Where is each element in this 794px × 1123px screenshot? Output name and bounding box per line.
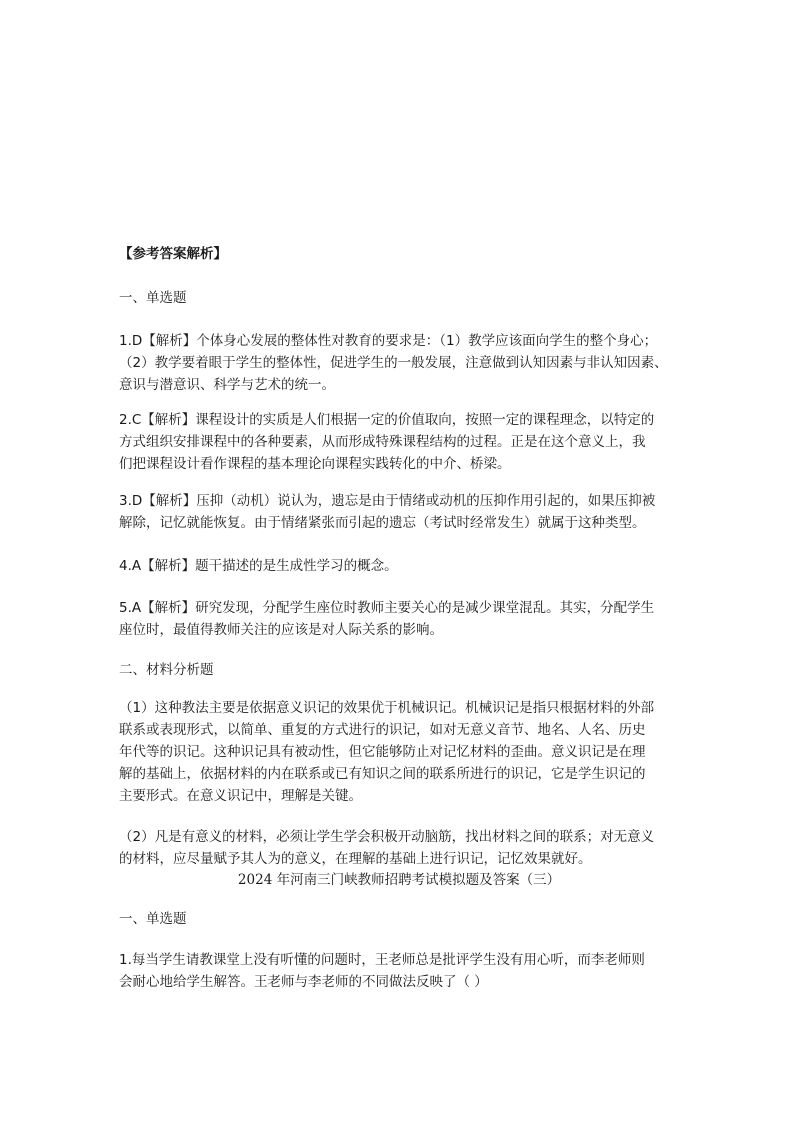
answer-q2 [119,409,679,475]
part2-heading: 二、材料分析题 [119,662,214,678]
answer-q5-line: 座位时，最值得教师关注的应该是对人际关系的影响。 [119,622,443,638]
answer-q2-line: 们把课程设计看作课程的基本理论向课程实践转化的中介、桥梁。 [119,456,511,472]
answer-q1-line: 1.D【解析】个体身心发展的整体性对教育的要求是：（1）教学应该面向学生的整个身心； [119,333,658,349]
answer-q1-line: 意识与潜意识、科学与艺术的统一。 [119,377,335,393]
answer-q3-line: 3.D【解析】压抑（动机）说认为，遗忘是由于情绪或动机的压抑作用引起的，如果压抑被 [119,493,656,509]
answer-q2-line: 方式组织安排课程中的各种要素，从而形成特殊课程结构的过程。正是在这个意义上，我 [119,434,646,450]
answer-q5-line: 5.A【解析】研究发现，分配学生座位时教师主要关心的是减少课堂混乱。其实，分配学生 [119,600,655,616]
answer-section-title: 【参考答案解析】 [119,246,227,262]
material-answer-1-line: 主要形式。在意义识记中，理解是关键。 [119,788,362,804]
next-exam-q1 [119,949,679,993]
next-exam-q1-line: 会耐心地给学生解答。王老师与李老师的不同做法反映了（ ） [119,974,488,990]
answer-q3 [119,490,679,534]
material-answer-2-line: （2）凡是有意义的材料，必须让学生学会积极开动脑筋，找出材料之间的联系；对无意义 [119,829,655,845]
material-answer-2 [119,826,679,870]
answer-q5 [119,597,679,641]
answer-q1 [119,330,679,396]
next-exam-title: 2024 年河南三门峡教师招聘考试模拟题及答案（三） [237,872,561,888]
answer-q2-line: 2.C【解析】课程设计的实质是人们根据一定的价值取向，按照一定的课程理念，以特定的 [119,412,655,428]
material-answer-1 [119,697,679,807]
next-exam-part1-heading: 一、单选题 [119,911,187,927]
material-answer-2-line: 的材料，应尽量赋予其人为的意义，在理解的基础上进行识记，记忆效果就好。 [119,851,592,867]
answer-q4 [119,555,679,577]
answer-q4-line: 4.A【解析】题干描述的是生成性学习的概念。 [119,558,398,574]
answer-q1-line: （2）教学要着眼于学生的整体性，促进学生的一般发展，注意做到认知因素与非认知因素、 [119,355,668,371]
material-answer-1-line: （1）这种教法主要是依据意义识记的效果优于机械识记。机械识记是指只根据材料的外部 [119,700,655,716]
material-answer-1-line: 联系或表现形式，以简单、重复的方式进行的识记，如对无意义音节、地名、人名、历史 [119,722,646,738]
material-answer-1-line: 解的基础上，依据材料的内在联系或已有知识之间的联系所进行的识记，它是学生识记的 [119,766,646,782]
material-answer-1-line: 年代等的识记。这种识记具有被动性，但它能够防止对记忆材料的歪曲。意义识记是在理 [119,744,646,760]
next-exam-q1-line: 1.每当学生请教课堂上没有听懂的问题时，王老师总是批评学生没有用心听，而李老师则 [119,952,645,968]
part1-heading: 一、单选题 [119,290,187,306]
answer-q3-line: 解除，记忆就能恢复。由于情绪紧张而引起的遗忘（考试时经常发生）就属于这种类型。 [119,515,646,531]
